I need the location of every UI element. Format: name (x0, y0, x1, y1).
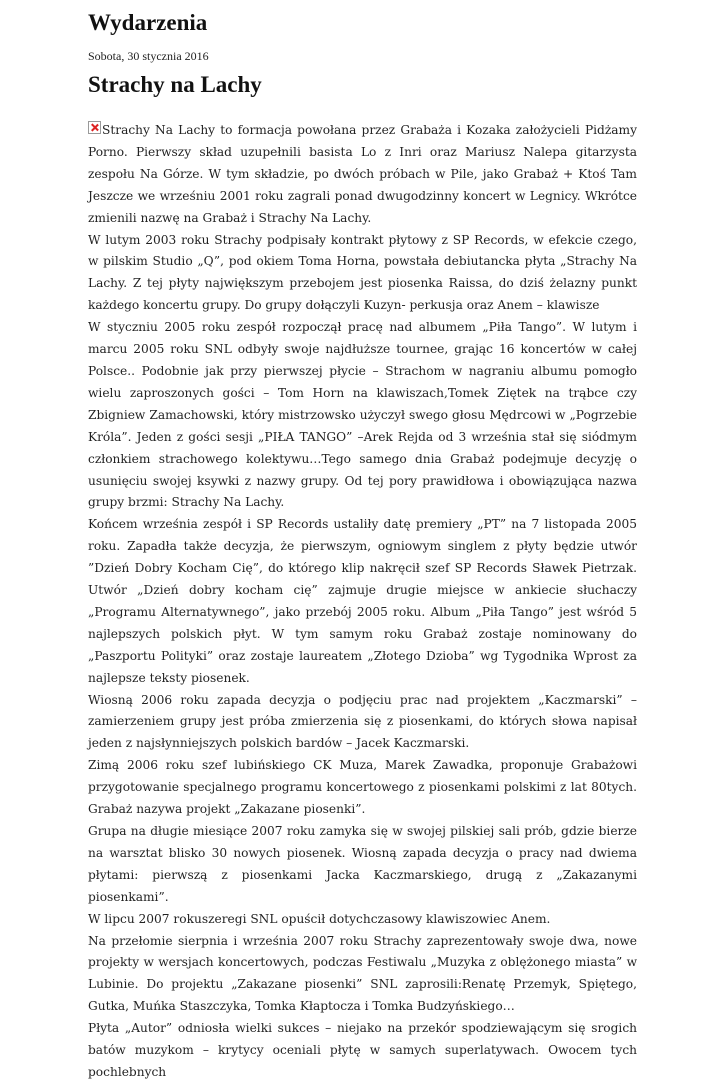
article-paragraph: Strachy Na Lachy to formacja powołana przez Grabaża i Kozaka założycieli Pidżamy Porno. Pierwszy skład uzupełnili basista Lo z Inri oraz Mariusz Nalepa gitarzysta zespołu Na Górze. W tym składzie, po dwóch próbach w Pile, jako Grabaż + Ktoś Tam Jeszcze we wrześniu 2001 roku zagrali ponad dwugodzinny koncert w Legnicy. Wkrótce zmienili nazwę na Grabaż i Strachy Na Lachy. (88, 123, 637, 225)
article-paragraph: W lipcu 2007 rokuszeregi SNL opuścił dotychczasowy klawiszowiec Anem. (88, 911, 551, 926)
article-body (88, 120, 637, 1084)
post-date: Sobota, 30 stycznia 2016 (88, 49, 209, 63)
article-paragraph: Na przełomie sierpnia i września 2007 roku Strachy zaprezentowały swoje dwa, nowe projekty w wersjach koncertowych, podczas Festiwalu „Muzyka z oblężonego miasta” w Lubinie. Do projektu „Zakazane piosenki” SNL zaprosili:Renatę Przemyk, Spiętego, Gutka, Muńka Staszczyka, Tomka Kłaptocza i Tomka Budzyńskiego… (88, 933, 637, 1014)
article-paragraph: Grupa na długie miesiące 2007 roku zamyka się w swojej pilskiej sali prób, gdzie bierze na warsztat blisko 30 nowych piosenek. Wiosną zapada decyzja o pracy nad dwiema płytami: pierwszą z piosenkami Jacka Kaczmarskiego, drugą z „Zakazanymi piosenkami”. (88, 824, 637, 904)
article-paragraph: W lutym 2003 roku Strachy podpisały kontrakt płytowy z SP Records, w efekcie czego, w pilskim Studio „Q”, pod okiem Toma Horna, powstała debiutancka płyta „Strachy Na Lachy. Z tej płyty największym przebojem jest piosenka Raissa, do dziś żelazny punkt każdego koncertu grupy. Do grupy dołączyli Kuzyn- perkusja oraz Anem – klawisze (88, 232, 637, 313)
article-paragraph: Płyta „Autor” odniosła wielki sukces – niejako na przekór spodziewającym się srogich batów muzykom – krytycy oceniali płytę w samych superlatywach. Owocem tych pochlebnych (88, 1021, 637, 1079)
article-paragraph: Zimą 2006 roku szef lubińskiego CK Muza, Marek Zawadka, proponuje Grabażowi przygotowanie specjalnego programu koncertowego z piosenkami polskimi z lat 80tych. Grabaż nazywa projekt „Zakazane piosenki”. (88, 758, 637, 817)
broken-image-icon (88, 121, 101, 134)
article-paragraph: Końcem września zespół i SP Records ustaliły datę premiery „PT” na 7 listopada 2005 roku. Zapadła także decyzja, że pierwszym, ogniowym singlem z płyty będzie utwór ”Dzień Dobry Kocham Cię”, do którego klip nakręcił szef SP Records Sławek Pietrzak. Utwór „Dzień dobry kocham cię” zajmuje drugie miejsce w ankiecie słuchaczy „Programu Alternatywnego”, jako przebój 2005 roku. Album „Piła Tango” jest wśród 5 najlepszych polskich płyt. W tym samym roku Grabaż zostaje nominowany do „Paszportu Polityki” oraz zostaje laureatem „Złotego Dzioba” wg Tygodnika Wprost za najlepsze teksty piosenek. (88, 517, 637, 685)
site-title[interactable]: Wydarzenia (88, 10, 208, 35)
article-paragraph: W styczniu 2005 roku zespół rozpoczął pracę nad albumem „Piła Tango”. W lutym i marcu 2005 roku SNL odbyły swoje najdłuższe tournee, grając 16 koncertów w całej Polsce.. Podobnie jak przy pierwszej płycie – Strachom w nagraniu albumu pomogło wielu zaproszonych gości – Tom Horn na klawiszach,Tomek Ziętek na trąbce czy Zbigniew Zamachowski, który mistrzowsko użyczył swego głosu Mędrcowi w „Pogrzebie Króla”. Jeden z gości sesji „PIŁA TANGO” –Arek Rejda od 3 września stał się siódmym członkiem strachowego kolektywu…Tego samego dnia Grabaż podejmuje decyzję o usunięciu swojej ksywki z nazwy grupy. Od tej pory prawidłowa i obowiązująca nazwa grupy brzmi: Strachy Na Lachy. (88, 320, 637, 510)
post-title: Strachy na Lachy (88, 72, 262, 97)
article-paragraph: Wiosną 2006 roku zapada decyzja o podjęciu prac nad projektem „Kaczmarski” – zamierzeniem grupy jest próba zmierzenia się z piosenkami, do których słowa napisał jeden z najsłynniejszych polskich bardów – Jacek Kaczmarski. (88, 692, 637, 751)
